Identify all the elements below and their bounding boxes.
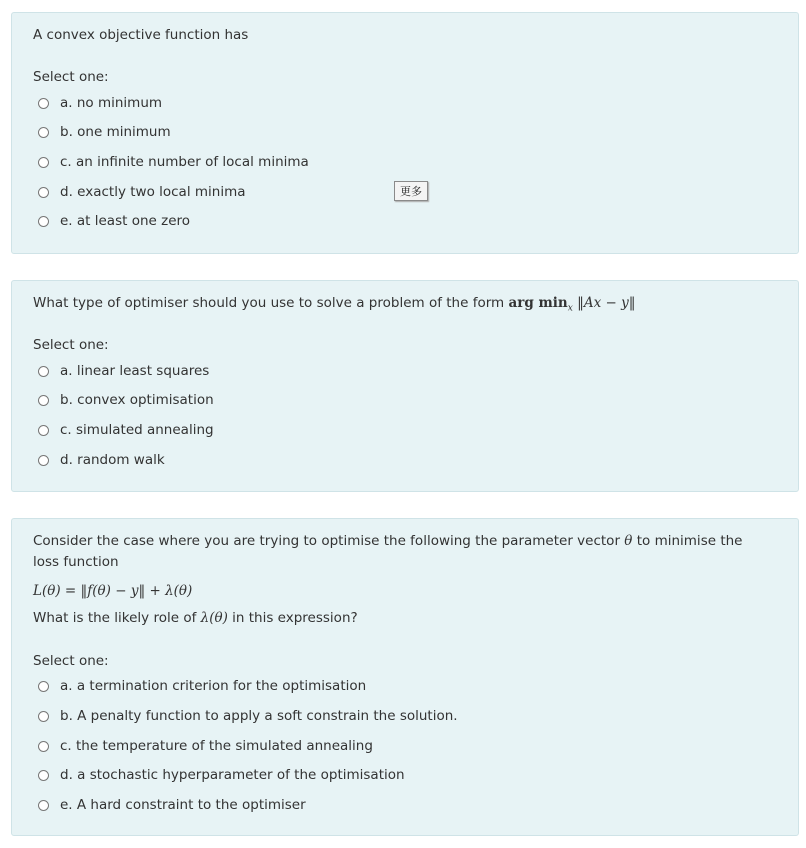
question-1-select-label: Select one: xyxy=(33,69,109,85)
option-label: e. A hard constraint to the optimiser xyxy=(60,797,306,813)
question-3-line2: function xyxy=(63,554,119,570)
option-label: d. exactly two local minima xyxy=(60,184,246,200)
question-3-line1-post: to minimise the loss xyxy=(33,533,743,570)
q3-option-e[interactable] xyxy=(38,795,306,815)
q3-option-c[interactable] xyxy=(38,736,373,756)
question-3-line1-pre: Consider the case where you are trying to optimise the following the parameter vector xyxy=(33,533,620,549)
radio-button[interactable] xyxy=(38,395,49,406)
option-label: b. one minimum xyxy=(60,124,171,140)
radio-button[interactable] xyxy=(38,425,49,436)
argmin-operator: arg min xyxy=(508,295,568,311)
radio-button[interactable] xyxy=(38,366,49,377)
question-2-prompt: What type of optimiser should you use to solve a problem of the form xyxy=(33,295,505,311)
option-label: c. simulated annealing xyxy=(60,422,214,438)
q2-option-a[interactable] xyxy=(38,361,209,381)
question-3-question xyxy=(33,608,758,629)
question-3-text xyxy=(33,531,758,573)
q2-option-c[interactable] xyxy=(38,420,214,440)
option-label: b. A penalty function to apply a soft constrain the solution. xyxy=(60,708,458,724)
option-label: d. random walk xyxy=(60,452,165,468)
radio-button[interactable] xyxy=(38,711,49,722)
question-3-select-label: Select one: xyxy=(33,653,109,669)
question-3-question-post: in this expression? xyxy=(232,610,358,626)
q1-option-c[interactable] xyxy=(38,152,309,172)
radio-button[interactable] xyxy=(38,800,49,811)
q2-option-d[interactable] xyxy=(38,450,165,470)
option-label: b. convex optimisation xyxy=(60,392,214,408)
question-3-question-pre: What is the likely role of xyxy=(33,610,197,626)
q1-option-b[interactable] xyxy=(38,122,171,142)
argmin-subscript: x xyxy=(567,303,573,314)
question-1-text: A convex objective function has xyxy=(33,27,249,43)
option-label: c. the temperature of the simulated annealing xyxy=(60,738,373,754)
question-2-card xyxy=(11,280,799,492)
theta-symbol: θ xyxy=(624,533,633,549)
option-label: a. no minimum xyxy=(60,95,163,111)
option-label: d. a stochastic hyperparameter of the optimisation xyxy=(60,767,405,783)
q3-option-d[interactable] xyxy=(38,765,405,785)
radio-button[interactable] xyxy=(38,187,49,198)
radio-button[interactable] xyxy=(38,127,49,138)
question-3-card xyxy=(11,518,799,836)
more-button[interactable]: 更多 xyxy=(394,181,428,201)
radio-button[interactable] xyxy=(38,455,49,466)
q3-option-b[interactable] xyxy=(38,706,458,726)
question-2-text xyxy=(33,293,758,320)
option-label: c. an infinite number of local minima xyxy=(60,154,309,170)
option-label: a. linear least squares xyxy=(60,363,210,379)
radio-button[interactable] xyxy=(38,681,49,692)
lambda-expression: λ(θ) xyxy=(200,610,228,626)
norm-expression: ‖Ax − y‖ xyxy=(577,295,636,311)
q3-option-a[interactable] xyxy=(38,676,366,696)
q2-option-b[interactable] xyxy=(38,390,214,410)
question-2-select-label: Select one: xyxy=(33,337,109,353)
radio-button[interactable] xyxy=(38,741,49,752)
radio-button[interactable] xyxy=(38,98,49,109)
radio-button[interactable] xyxy=(38,770,49,781)
question-1-card xyxy=(11,12,799,254)
loss-equation: L(θ) = ‖f(θ) − y‖ + λ(θ) xyxy=(33,583,193,599)
option-label: a. a termination criterion for the optimisation xyxy=(60,678,367,694)
q1-option-a[interactable] xyxy=(38,93,162,113)
option-label: e. at least one zero xyxy=(60,213,191,229)
radio-button[interactable] xyxy=(38,157,49,168)
radio-button[interactable] xyxy=(38,216,49,227)
q1-option-d[interactable] xyxy=(38,182,246,202)
question-2-formula xyxy=(508,295,636,314)
q1-option-e[interactable] xyxy=(38,211,190,231)
